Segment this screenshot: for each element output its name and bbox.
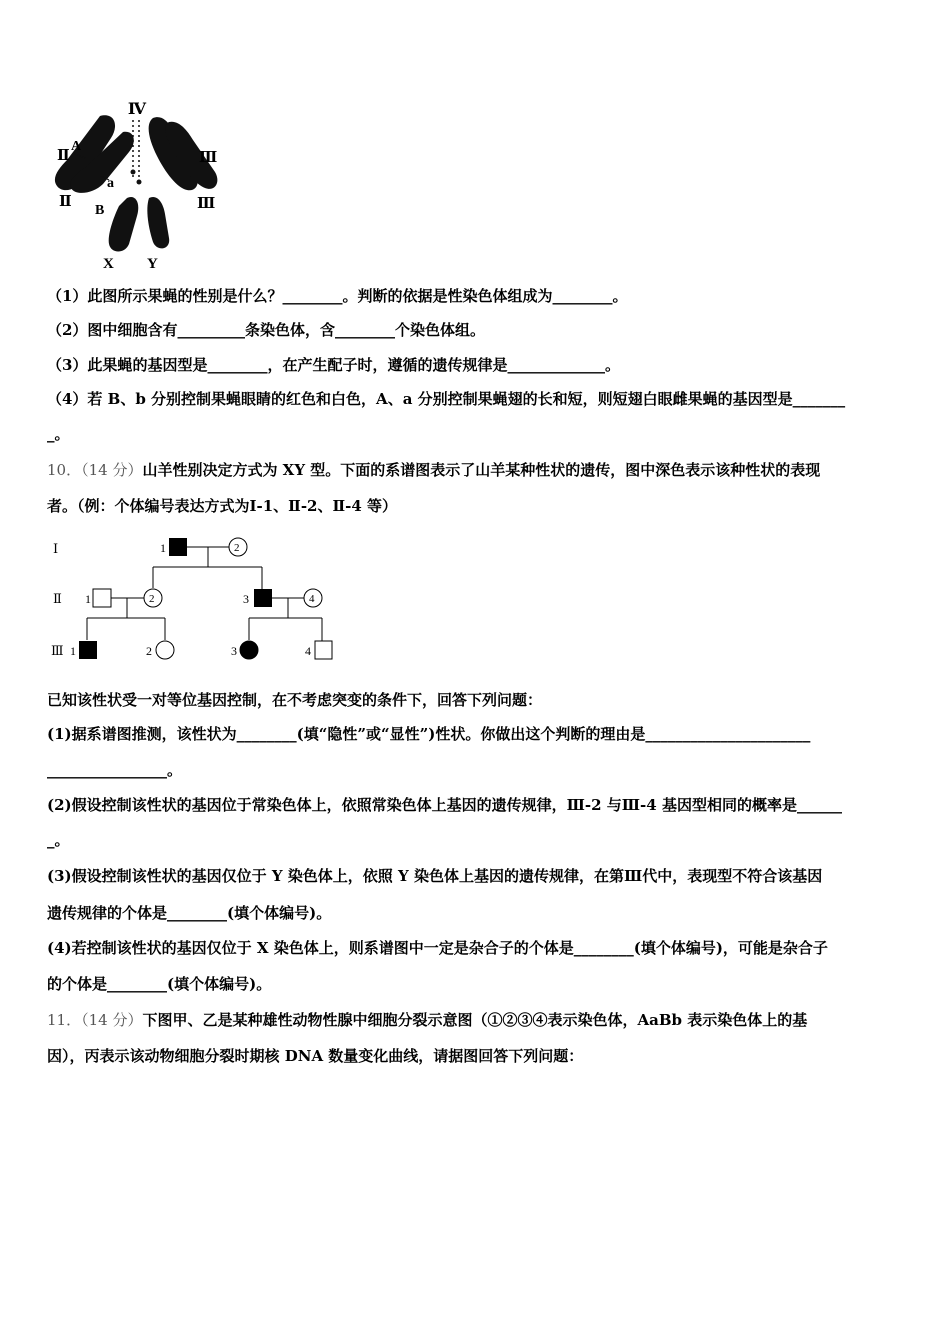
q10-sub4: (4)若控制该性状的基因仅位于 X 染色体上，则系谱图中一定是杂合子的个体是________(填个体编号)，可能是杂合子 bbox=[47, 939, 828, 957]
q10-stem-line1 bbox=[47, 460, 820, 480]
gen-label-II: Ⅱ bbox=[53, 591, 62, 606]
id-I-2: 2 bbox=[234, 542, 240, 554]
id-II-3: 3 bbox=[243, 592, 249, 606]
q9-part4: （4）若 B、b 分别控制果蝇眼睛的红色和白色，A、a 分别控制果蝇翅的长和短，则短翅白眼雌果蝇的基因型是_______ bbox=[47, 390, 846, 408]
individual-II-1-male bbox=[93, 589, 111, 607]
label-IV: Ⅳ bbox=[127, 101, 147, 118]
id-III-4: 4 bbox=[305, 644, 311, 658]
q10-stem-line2: 者。（例：个体编号表达方式为Ⅰ-1、Ⅱ-2、Ⅱ-4 等） bbox=[47, 497, 398, 515]
label-B: B bbox=[95, 203, 105, 218]
id-III-1: 1 bbox=[70, 644, 76, 658]
label-II-upper: Ⅱ bbox=[57, 148, 70, 164]
chromosome-X bbox=[109, 197, 139, 252]
q11-number: 11．（14 分） bbox=[47, 1011, 143, 1029]
chromosome-figure bbox=[45, 98, 225, 274]
q11-stem-text1: 下图甲、乙是某种雄性动物性腺中细胞分裂示意图（①②③④表示染色体，AaBb 表示染色体上的基 bbox=[142, 1011, 808, 1029]
q9-part1: （1）此图所示果蝇的性别是什么？________。判断的依据是性染色体组成为________。 bbox=[47, 287, 628, 305]
gen-label-III: Ⅲ bbox=[51, 643, 64, 658]
q9-part3: （3）此果蝇的基因型是________，在产生配子时，遵循的遗传规律是_____________。 bbox=[47, 356, 620, 374]
chromosome-IV-dot bbox=[131, 170, 136, 175]
id-III-2: 2 bbox=[146, 644, 152, 658]
individual-III-1-affected-male bbox=[79, 641, 97, 659]
q10-known: 已知该性状受一对等位基因控制，在不考虑突变的条件下，回答下列问题： bbox=[47, 691, 543, 709]
q10-stem-text1: 山羊性别决定方式为 XY 型。下面的系谱图表示了山羊某种性状的遗传，图中深色表示该种性状的表现 bbox=[142, 461, 821, 479]
q11-stem-line1 bbox=[47, 1010, 807, 1030]
id-II-4: 4 bbox=[309, 593, 315, 605]
id-III-3: 3 bbox=[231, 644, 237, 658]
q10-sub3-cont: 遗传规律的个体是________(填个体编号)。 bbox=[47, 904, 332, 922]
id-II-1: 1 bbox=[85, 592, 91, 606]
q10-sub2: (2)假设控制该性状的基因位于常染色体上，依照常染色体上基因的遗传规律，Ⅲ-2 与Ⅲ-4 基因型相同的概率是______ bbox=[47, 796, 842, 814]
q10-sub4-cont: 的个体是________(填个体编号)。 bbox=[47, 975, 272, 993]
q11-stem-line2: 因），丙表示该动物细胞分裂时期核 DNA 数量变化曲线，请据图回答下列问题： bbox=[47, 1047, 584, 1065]
individual-III-3-affected-female bbox=[240, 641, 258, 659]
chromosome-IV-dot-2 bbox=[137, 180, 142, 185]
label-III-lower: Ⅲ bbox=[197, 196, 216, 212]
q10-sub2-cont: _。 bbox=[47, 831, 70, 849]
chromosome-Y bbox=[147, 197, 169, 248]
gen-label-I: Ⅰ bbox=[53, 541, 59, 556]
q10-number: 10．（14 分） bbox=[47, 461, 143, 479]
individual-I-1-affected-male bbox=[169, 538, 187, 556]
id-II-2: 2 bbox=[149, 593, 155, 605]
individual-II-3-affected-male bbox=[254, 589, 272, 607]
q10-sub1: (1)据系谱图推测，该性状为________(填“隐性”或“显性”)性状。你做出这个判断的理由是______________________ bbox=[47, 725, 811, 743]
q10-sub1-cont: ________________。 bbox=[47, 761, 183, 779]
id-I-1: 1 bbox=[160, 541, 166, 555]
q10-sub3: (3)假设控制该性状的基因仅位于 Y 染色体上，依照 Y 染色体上基因的遗传规律，在第Ⅲ代中，表现型不符合该基因 bbox=[47, 867, 823, 885]
label-A: A bbox=[71, 139, 82, 154]
q9-part2: （2）图中细胞含有_________条染色体，含________个染色体组。 bbox=[47, 321, 485, 339]
label-a: a bbox=[107, 176, 114, 191]
pedigree-chart bbox=[45, 530, 345, 670]
label-X: X bbox=[103, 256, 114, 272]
label-III-upper: Ⅲ bbox=[199, 150, 218, 166]
individual-III-2-female bbox=[156, 641, 174, 659]
q9-part4-cont: _。 bbox=[47, 425, 70, 443]
label-II-lower: Ⅱ bbox=[59, 194, 72, 210]
label-Y: Y bbox=[147, 256, 158, 272]
individual-III-4-male bbox=[315, 641, 332, 659]
